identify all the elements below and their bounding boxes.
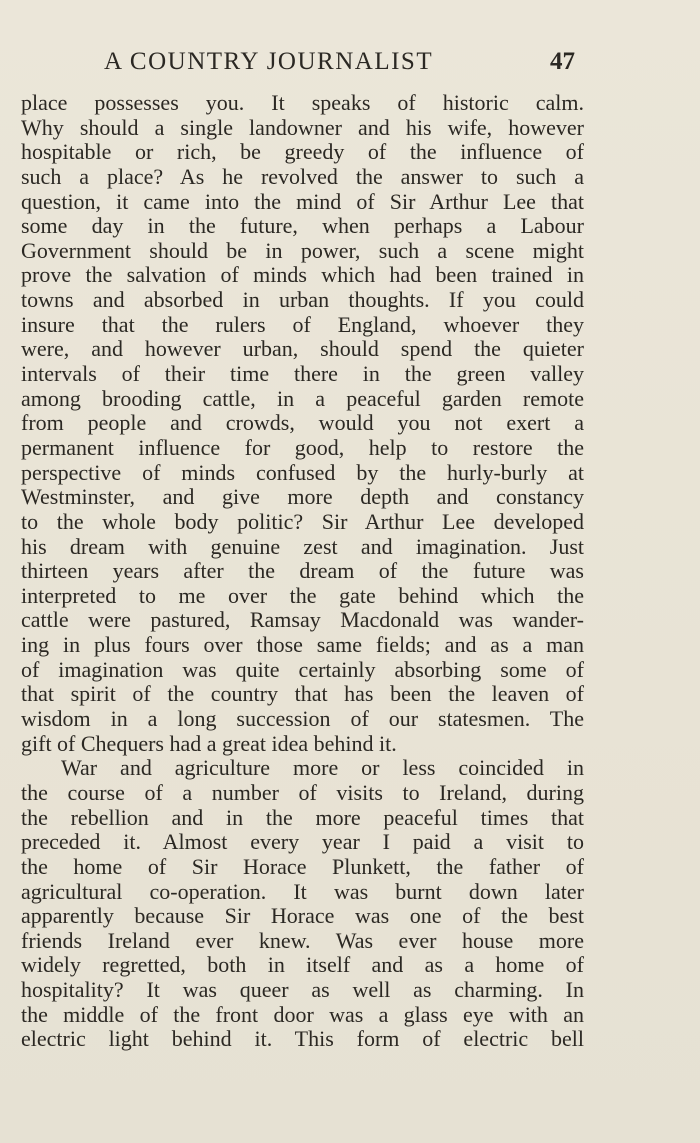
text-line: wisdom in a long succession of our statesmen. The xyxy=(21,706,584,732)
text-line: place possesses you. It speaks of historic calm. xyxy=(21,90,584,115)
text-line: insure that the rulers of England, whoever they xyxy=(21,311,584,337)
text-line: Why should a single landowner and his wife, however xyxy=(21,114,584,140)
paragraph-1 xyxy=(21,91,584,756)
text-line: widely regretted, both in itself and as a home of xyxy=(21,952,584,978)
text-line: some day in the future, when perhaps a Labour xyxy=(21,213,584,239)
text-line: of imagination was quite certainly absorbing some of xyxy=(21,656,584,682)
text-line: agricultural co-operation. It was burnt down later xyxy=(21,878,584,904)
text-line: gift of Chequers had a great idea behind it. xyxy=(21,730,397,756)
text-line: perspective of minds confused by the hurly-burly at xyxy=(21,459,584,485)
text-line: such a place? As he revolved the answer to such a xyxy=(21,163,584,189)
page-number: 47 xyxy=(550,48,575,75)
text-line: Westminster, and give more depth and constancy xyxy=(21,484,584,510)
text-line: intervals of their time there in the green valley xyxy=(21,361,584,387)
text-line: to the whole body politic? Sir Arthur Lee developed xyxy=(21,508,584,534)
text-line: that spirit of the country that has been the leaven of xyxy=(21,681,584,707)
running-title: A COUNTRY JOURNALIST xyxy=(104,48,434,75)
running-head xyxy=(0,46,700,78)
body-text xyxy=(21,91,584,1052)
text-line: prove the salvation of minds which had been trained in xyxy=(21,262,584,288)
text-line: question, it came into the mind of Sir Arthur Lee that xyxy=(21,188,584,214)
text-line: were, and however urban, should spend the quieter xyxy=(21,336,584,362)
text-line: cattle were pastured, Ramsay Macdonald was wander- xyxy=(21,607,584,633)
text-line: among brooding cattle, in a peaceful garden remote xyxy=(21,385,584,411)
text-line: friends Ireland ever knew. Was ever house more xyxy=(21,927,584,953)
text-line: electric light behind it. This form of electric bell xyxy=(21,1026,584,1052)
text-line: War and agriculture more or less coincided in xyxy=(61,755,584,781)
text-line: permanent influence for good, help to restore the xyxy=(21,434,584,460)
text-line: thirteen years after the dream of the future was xyxy=(21,558,584,584)
text-line: from people and crowds, would you not exert a xyxy=(21,410,584,436)
text-line: the home of Sir Horace Plunkett, the father of xyxy=(21,853,584,879)
text-line: apparently because Sir Horace was one of the best xyxy=(21,903,584,929)
text-line: interpreted to me over the gate behind which the xyxy=(21,582,584,608)
text-line: ing in plus fours over those same fields; and as a man xyxy=(21,632,584,658)
paragraph-2 xyxy=(21,756,584,1052)
text-line: preceded it. Almost every year I paid a visit to xyxy=(21,829,584,855)
text-line: Government should be in power, such a scene might xyxy=(21,237,584,263)
text-line: the middle of the front door was a glass eye with an xyxy=(21,1001,584,1027)
text-line: the course of a number of visits to Ireland, during xyxy=(21,779,584,805)
text-line: his dream with genuine zest and imagination. Just xyxy=(21,533,584,559)
text-line: hospitable or rich, be greedy of the influence of xyxy=(21,139,584,165)
text-line: towns and absorbed in urban thoughts. If you could xyxy=(21,287,584,313)
text-line: hospitality? It was queer as well as charming. In xyxy=(21,977,584,1003)
text-line: the rebellion and in the more peaceful times that xyxy=(21,804,584,830)
